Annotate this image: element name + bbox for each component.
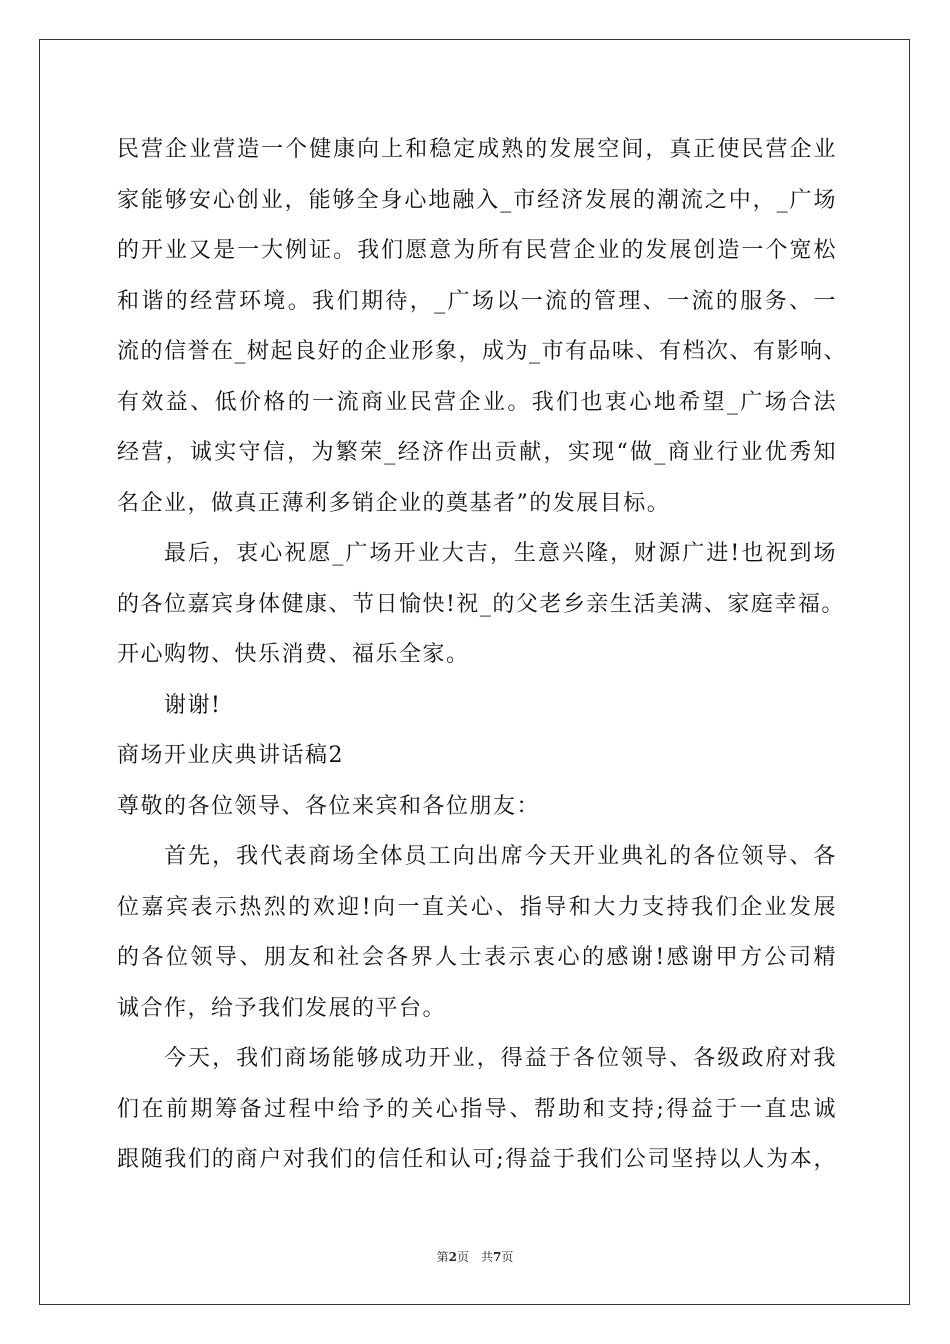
closing-line: 谢谢! <box>164 692 222 718</box>
paragraph-line: 和谐的经营环境。我们期待，_广场以一流的管理、一流的服务、一 <box>117 288 837 314</box>
paragraph-line: 经营，诚实守信，为繁荣_经济作出贡献，实现“做_商业行业优秀知 <box>117 440 837 465</box>
total-page-count: 7 <box>493 1250 502 1264</box>
paragraph-line: 流的信誉在_树起良好的企业形象，成为_市有品味、有档次、有影响、 <box>117 339 848 364</box>
salutation: 尊敬的各位领导、各位来宾和各位朋友： <box>117 793 541 819</box>
footer-prefix: 第 <box>436 1250 449 1264</box>
paragraph-line: 们在前期筹备过程中给予的关心指导、帮助和支持;得益于一直忠诚 <box>117 1096 837 1122</box>
paragraph-line: 开心购物、快乐消费、福乐全家。 <box>117 642 470 667</box>
paragraph-line: 今天，我们商场能够成功开业，得益于各位领导、各级政府对我 <box>164 1046 837 1071</box>
page-footer <box>0 1248 950 1265</box>
paragraph-line: 的各位嘉宾身体健康、节日愉快!祝_的父老乡亲生活美满、家庭幸福。 <box>117 591 845 617</box>
paragraph-line: 位嘉宾表示热烈的欢迎!向一直关心、指导和大力支持我们企业发展 <box>117 894 837 920</box>
document-body <box>117 130 848 1191</box>
paragraph-line: 跟随我们的商户对我们的信任和认可;得益于我们公司坚持以人为本， <box>117 1147 837 1172</box>
paragraph-line: 最后，衷心祝愿_广场开业大吉，生意兴隆，财源广进!也祝到场 <box>164 541 837 566</box>
paragraph-line: 首先，我代表商场全体员工向出席今天开业典礼的各位领导、各 <box>164 844 837 869</box>
paragraph-line: 家能够安心创业，能够全身心地融入_市经济发展的潮流之中，_广场 <box>117 187 837 213</box>
paragraph-line: 有效益、低价格的一流商业民营企业。我们也衷心地希望_广场合法 <box>117 389 837 415</box>
paragraph-line: 民营企业营造一个健康向上和稳定成熟的发展空间，真正使民营企业 <box>117 137 837 162</box>
footer-suffix: 页 <box>501 1250 514 1264</box>
footer-mid: 页 共 <box>456 1250 493 1264</box>
paragraph-line: 名企业，做真正薄利多销企业的奠基者”的发展目标。 <box>117 490 671 516</box>
paragraph-line: 的各位领导、朋友和社会各界人士表示衷心的感谢!感谢甲方公司精 <box>117 945 837 970</box>
current-page-number: 2 <box>448 1250 457 1264</box>
section-title: 商场开业庆典讲话稿2 <box>117 743 344 768</box>
paragraph-line: 诚合作，给予我们发展的平台。 <box>117 995 447 1021</box>
paragraph-line: 的开业又是一大例证。我们愿意为所有民营企业的发展创造一个宽松 <box>117 238 837 263</box>
